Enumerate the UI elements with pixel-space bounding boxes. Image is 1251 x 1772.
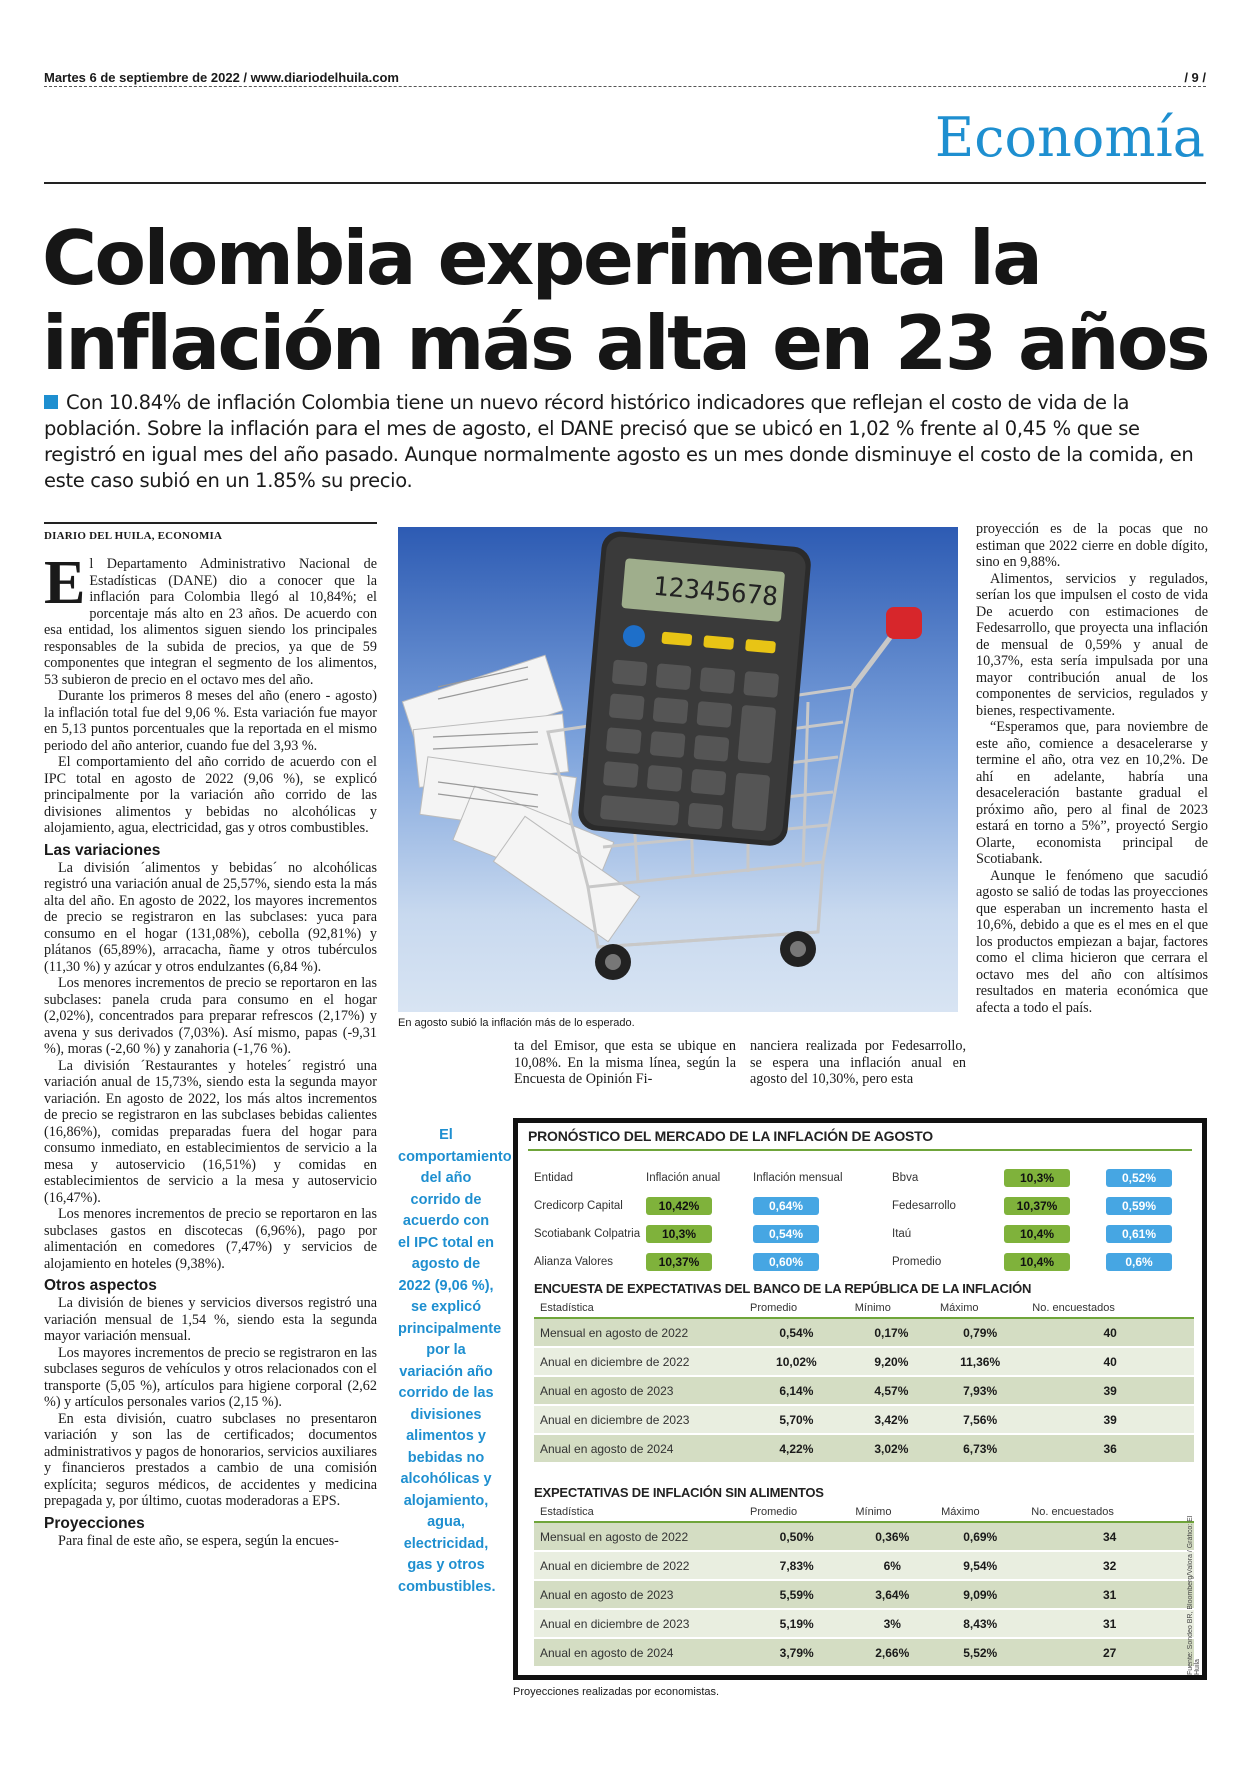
- calculator-display: 12345678: [651, 571, 780, 613]
- paragraph: Para final de este año, se espera, según la encues-: [58, 1532, 339, 1549]
- page-number: / 9 /: [1184, 70, 1206, 85]
- table-row: Anual en diciembre de 2023 5,19% 3% 8,43% 31: [534, 1609, 1194, 1638]
- section-title: Economía: [934, 106, 1205, 169]
- photo-caption: En agosto subió la inflación más de lo esperado.: [398, 1017, 635, 1029]
- calculator-cart-illustration: [398, 527, 958, 1012]
- article-column-2b: [750, 1038, 966, 1088]
- headline-line-2: inflación más alta en 23 años: [42, 299, 1209, 387]
- paragraph: El comportamiento del año corrido de acuerdo con el IPC total en agosto de 2022 (9,06 %), se explicó principalmente por la variación año corrido de las divisiones alimentos y bebidas no alcohólicas y alojamiento, agua, electricidad, gas y otros combustibles.: [44, 754, 377, 836]
- forecast-title: PRONÓSTICO DEL MERCADO DE LA INFLACIÓN DE AGOSTO: [528, 1128, 933, 1144]
- forecast-row: Alianza Valores 10,37% 0,60%: [534, 1249, 850, 1275]
- paragraph: nanciera realizada por Fedesarrollo, se espera una inflación anual en agosto del 10,30%, pero esta: [750, 1038, 966, 1087]
- byline-rule: [44, 522, 377, 524]
- lead-text: Con 10.84% de inflación Colombia tiene un nuevo récord histórico indicadores que reflejan el costo de vida de la población. Sobre la inflación para el mes de agosto, el DANE precisó que se ubicó en 1,02 % frente al 0,45 % que se registró en igual mes del año pasado. Aunque normalmente agosto es un mes donde disminuye el costo de la comida, en este caso subió en un 1.85% su precio.: [44, 391, 1194, 492]
- byline: DIARIO DEL HUILA, ECONOMIA: [44, 530, 223, 542]
- paragraph: Alimentos, servicios y regulados, serían los que impulsen el costo de vida De acuerdo con estimaciones de Fedesarrollo, que proyecta una inflación de mensual de 0,59% y anual de 10,37%, esta sería impulsada por una mayor contribución anual de los componentes de servicios, regulados y bienes, respectivamente.: [976, 570, 1208, 719]
- table-row: Mensual en agosto de 2022 0,54% 0,17% 0,79% 40: [534, 1318, 1194, 1347]
- infographic-caption: Proyecciones realizadas por economistas.: [513, 1686, 720, 1698]
- top-rule: [44, 86, 1206, 87]
- paragraph: Los menores incrementos de precio se reportaron en las subclases gastos en discotecas (6,96%), pago por alimentación en comedores (7,47%) y servicios de alojamiento en hoteles (9,38%).: [44, 1206, 377, 1272]
- forecast-row: Itaú 10,4% 0,61%: [892, 1221, 1188, 1247]
- article-column-2a: [514, 1038, 736, 1088]
- article-column-1: [44, 522, 377, 1549]
- subheading-variaciones: Las variaciones: [44, 841, 161, 859]
- subheading-otros-aspectos: Otros aspectos: [44, 1277, 157, 1294]
- paragraph: Los menores incrementos de precio se reportaron en las subclases: panela cruda para consumo en el hogar (2,02%), concentrados para preparar refrescos (2,17%) y avena y sus derivados (7,03%). Así mismo, papas (-9,31 %), moras (-2,60 %) y zanahoria (-1,76 %).: [44, 975, 377, 1057]
- drop-cap: E: [44, 549, 86, 617]
- paragraph: El Departamento Administrativo Nacional de Estadísticas (DANE) dio a conocer que la inflación para Colombia llegó al 10,84%; el porcentaje más alto en 23 años. De acuerdo con esa entidad, los alimentos siguen siendo los principales responsables de la subida de precios, ya que de 59 componentes que integran el segmento de los alimentos, 53 subieron de precio en el octavo mes del año.: [44, 549, 377, 688]
- paragraph: ta del Emisor, que esta se ubique en 10,08%. En la misma línea, según la Encuesta de Opinión Fi-: [514, 1038, 736, 1087]
- green-rule: [528, 1149, 1192, 1151]
- top-dateline-bar: [44, 70, 1206, 85]
- forecast-row: Bbva 10,3% 0,52%: [892, 1165, 1188, 1191]
- forecast-table-left: Entidad Inflación anual Inflación mensual Credicorp Capital 10,42% 0,64% Scotiabank Colpatria 10,3% 0,54% Alianza Valores 10,37% 0,60%: [532, 1163, 852, 1277]
- table-row: Mensual en agosto de 2022 0,50% 0,36% 0,69% 34: [534, 1522, 1194, 1551]
- forecast-row: Credicorp Capital 10,42% 0,64%: [534, 1193, 850, 1219]
- table-row: Anual en diciembre de 2022 10,02% 9,20% 11,36% 40: [534, 1347, 1194, 1376]
- pull-quote: El comportamiento del año corrido de acuerdo con el IPC total en agosto de 2022 (9,06 %), se explicó principalmente por la variación año corrido de las divisiones alimentos y bebidas no alcohólicas y alojamiento, agua, electricidad, gas y otros combustibles.: [398, 1127, 512, 1595]
- paragraph: Aunque le fenómeno que sacudió agosto se salió de todas las proyecciones que esperaban un incremento hasta el 10,6%, debido a que es el mes en el que los productos empiezan a bajar, factores como el clima hicieron que cerrara el octavo mes del año con altísimos resultados en materia económica que afecta a todo el país.: [976, 867, 1208, 1016]
- article-column-3: [976, 521, 1208, 1016]
- lead-paragraph: [44, 390, 1209, 494]
- headline: [42, 216, 1212, 386]
- blue-square-icon: [44, 395, 58, 409]
- paragraph: Durante los primeros 8 meses del año (enero - agosto) la inflación total fue del 9,06 %. Esta variación fue mayor en 5,13 puntos porcentuales que la reportada en el mismo periodo del año anterior, cuando fue del 3,93 %.: [44, 688, 377, 754]
- calculator-cart-photo: [398, 527, 958, 1012]
- headline-line-1: Colombia experimenta la: [42, 214, 1041, 302]
- table-row: Anual en agosto de 2023 5,59% 3,64% 9,09% 31: [534, 1580, 1194, 1609]
- paragraph: “Esperamos que, para noviembre de este año, comience a desacelerarse y termine el año, otra vez en 10,2%. De ahí en adelante, habría una desaceleración bastante gradual el próximo año, pero al final de 2023 estará en torno a 5%”, proyectó Sergio Olarte, economista principal de Scotiabank.: [976, 719, 1208, 867]
- table-row: Anual en agosto de 2023 6,14% 4,57% 7,93% 39: [534, 1376, 1194, 1405]
- dateline: Martes 6 de septiembre de 2022 / www.diariodelhuila.com: [44, 70, 399, 85]
- paragraph: proyección es de la pocas que no estiman que 2022 cierre en doble dígito, sino en 9,88%.: [976, 521, 1208, 570]
- inflation-infographic: [513, 1118, 1207, 1680]
- paragraph: La división ´alimentos y bebidas´ no alcohólicas registró una variación anual de 25,57%, siendo esta la más alta del año. En agosto de 2022, los mayores incrementos de precio se registraron en las subclases: yuca para consumo en el hogar (131,08%), cebolla (92,81%) y plátanos (65,89%), arracacha, ñame y otros tubérculos (11,30 %) y azúcar y otros endulzantes (6,84 %).: [44, 859, 377, 975]
- table-row: Anual en agosto de 2024 3,79% 2,66% 5,52% 27: [534, 1638, 1194, 1667]
- paragraph: Los mayores incrementos de precio se registraron en las subclases seguros de vehículos y otros relacionados con el transporte (5,05 %), artículos para higiene corporal (2,62 %) y artículos personales varios (2,15 %).: [44, 1344, 377, 1410]
- no-food-table: Estadística Promedio Mínimo Máximo No. encuestados Mensual en agosto de 2022 0,50% 0,36% 0,69% 34 Anual en diciembre de 2022 7,83% 6% 9,54% 32 Anual en agosto de 2023 5,59% 3,64% 9,09% 31 Anual en diciembre de 2023 5,19% 3% 8,43% 31 Anual en agosto de 2024 3,79% 2,66% 5,52% 27: [534, 1503, 1194, 1668]
- table-row: Anual en diciembre de 2022 7,83% 6% 9,54% 32: [534, 1551, 1194, 1580]
- forecast-row: Fedesarrollo 10,37% 0,59%: [892, 1193, 1188, 1219]
- table-row: Anual en agosto de 2024 4,22% 3,02% 6,73% 36: [534, 1434, 1194, 1463]
- forecast-row: Scotiabank Colpatria 10,3% 0,54%: [534, 1221, 850, 1247]
- survey-title: ENCUESTA DE EXPECTATIVAS DEL BANCO DE LA REPÚBLICA DE LA INFLACIÓN: [534, 1281, 1032, 1296]
- paragraph: La división de bienes y servicios diversos registró una variación mensual de 1,54 %, siendo esta la segunda mayor variación mensual.: [44, 1295, 377, 1344]
- section-rule: [44, 182, 1206, 184]
- subheading-proyecciones: Proyecciones: [44, 1514, 145, 1532]
- paragraph: En esta división, cuatro subclases no presentaron variación y son las de certificados; documentos administrativos y pagos de honorarios, servicios auxiliares y financieros prestados a cambio de una comisión explícita; seguros médicos, de accidentes y medicina prepagada y, por último, cuotas moderadoras a EPS.: [44, 1410, 377, 1509]
- table-row: Anual en diciembre de 2023 5,70% 3,42% 7,56% 39: [534, 1405, 1194, 1434]
- forecast-row: Promedio 10,4% 0,6%: [892, 1249, 1188, 1275]
- paragraph: La división ´Restaurantes y hoteles´ registró una variación anual de 15,73%, siendo esta la segunda mayor variación. En agosto de 2022, los más altos incrementos de precio se registraron en las subclases bebidas calientes (16,86%), comidas preparadas fuera del hogar para consumo inmediato, en establecimientos de servicio a la mesa y autoservicio (16,51%) y comidas en establecimientos de servicio a la mesa y autoservicio (16,47%).: [44, 1057, 377, 1206]
- forecast-table-right: [890, 1163, 1190, 1277]
- no-food-title: EXPECTATIVAS DE INFLACIÓN SIN ALIMENTOS: [534, 1485, 824, 1500]
- survey-table: Estadística Promedio Mínimo Máximo No. encuestados Mensual en agosto de 2022 0,54% 0,17% 0,79% 40 Anual en diciembre de 2022 10,02% 9,20% 11,36% 40 Anual en agosto de 2023 6,14% 4,57% 7,93% 39 Anual en diciembre de 2023 5,70% 3,42% 7,56% 39 Anual en agosto de 2024 4,22% 3,02% 6,73% 36: [534, 1299, 1194, 1464]
- infographic-source: Fuente: Sondeo BR, Bloomberg/Valora / Gráfico: El Huila: [1187, 1515, 1201, 1675]
